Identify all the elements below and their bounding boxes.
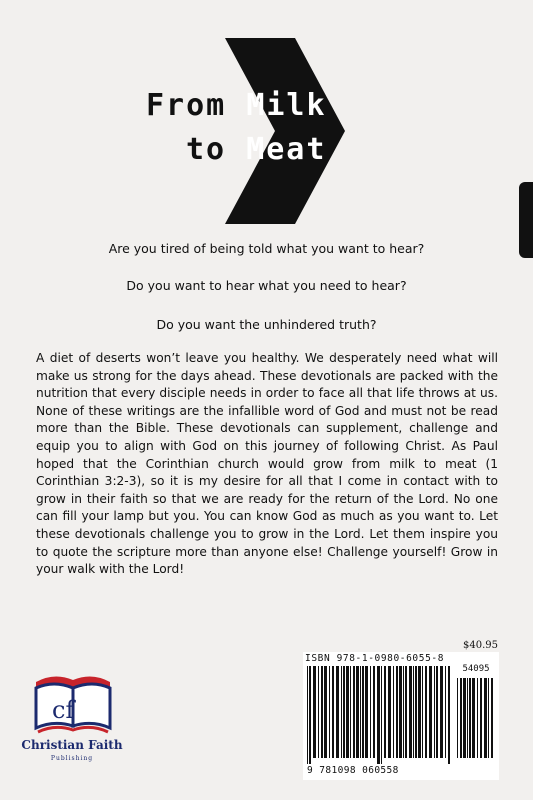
barcode-bar [399, 666, 402, 758]
barcode-bar [457, 678, 458, 758]
barcode-bar [381, 666, 382, 764]
barcode-bar [313, 666, 316, 758]
price-label: $40.95 [463, 640, 498, 651]
barcode-bar [332, 666, 334, 758]
barcode-bar [463, 678, 466, 758]
barcode-bar [350, 666, 351, 758]
question-1: Are you tired of being told what you want to hear? [108, 241, 425, 256]
barcode-block [303, 652, 499, 780]
title-word-meat: Meat [246, 132, 327, 167]
barcode-bar [477, 678, 478, 758]
publisher-logo [30, 660, 116, 770]
barcode-bar [318, 666, 319, 758]
barcode-bar [418, 666, 421, 758]
barcode-bar [353, 666, 355, 758]
barcode-bar [309, 666, 311, 764]
barcode-bar [445, 666, 446, 758]
barcode-bar [336, 666, 339, 758]
barcode-bar [388, 666, 391, 758]
barcode-bar [413, 666, 414, 758]
barcode-bar [484, 678, 487, 758]
barcode-bar [377, 666, 380, 764]
title-word-from: From [146, 88, 247, 123]
barcode-bar [362, 666, 364, 758]
barcode-bar [422, 666, 423, 758]
barcode-bar [472, 678, 475, 758]
barcode-bar [356, 666, 359, 758]
barcode-bar [360, 666, 361, 758]
barcode-bar [448, 666, 450, 764]
description-paragraph: A diet of deserts won’t leave you healthy. We desperately need what will make us strong for the days ahead. These devotionals are packed with the nutrition that every disciple needs in order to face all that life throws at us. None of these writings are the infallible word of God and must not be read more than the Bible. These devotionals can supplement, challenge and equip you to align with God on this journey of following Christ. As Paul hoped that the Corinthian church would grow from milk to meat (1 Corinthian 3:2-3), so it is my desire for all that I come in contact with to grow in their faith so that we are ready for the return of the Lord. No one can fill your lamp but you. You can know God as much as you want to. Let these devotionals challenge you to grow in the Lord. Let them inspire you to quote the scripture more than anyone else! Challenge yourself! Grow in your walk with the Lord! [36, 351, 498, 577]
barcode-bar [343, 666, 345, 758]
publisher-name: Christian Faith [21, 738, 123, 752]
isbn-text: ISBN 978-1-0980-6055-8 [305, 653, 445, 664]
barcode-bar [384, 666, 386, 758]
barcode-bar [405, 666, 407, 758]
publisher-subtitle: Publishing [50, 755, 94, 762]
logo-letters: cf [52, 696, 75, 724]
barcode-bar [434, 666, 435, 758]
barcode-addon [455, 678, 497, 764]
barcode-bar [480, 678, 482, 758]
title-line-2 [186, 132, 326, 167]
barcode-bar [415, 666, 417, 758]
barcode-bar [436, 666, 438, 758]
barcode-bar [467, 678, 468, 758]
barcode-number: 9 781098 060558 [307, 765, 399, 776]
question-2: Do you want to hear what you need to hear? [126, 278, 407, 293]
barcode-bar [403, 666, 404, 758]
title-line-1 [146, 88, 327, 123]
barcode-bar [488, 678, 489, 758]
barcode-bar [321, 666, 323, 758]
barcode-bar [460, 678, 462, 758]
title-word-milk: Milk [246, 88, 327, 123]
title-word-to: to [186, 132, 247, 167]
barcode-bar [425, 666, 427, 758]
barcode-bar [370, 666, 371, 758]
barcode-bar [469, 678, 471, 758]
barcode-bar [329, 666, 330, 758]
barcode-bar [373, 666, 375, 758]
barcode-bar [409, 666, 412, 758]
barcode-bar [393, 666, 394, 758]
barcode-bar [491, 678, 493, 758]
question-3: Do you want the unhindered truth? [156, 317, 377, 332]
barcode-bar [346, 666, 349, 758]
barcode-main [305, 666, 453, 764]
barcode-bar [341, 666, 342, 758]
barcode-bar [324, 666, 327, 758]
barcode-bar [440, 666, 443, 758]
barcode-bar [365, 666, 368, 758]
price-code-number: 54095 [462, 664, 490, 674]
barcode-bar [429, 666, 432, 758]
barcode-bar [307, 666, 308, 764]
barcode-bar [396, 666, 398, 758]
